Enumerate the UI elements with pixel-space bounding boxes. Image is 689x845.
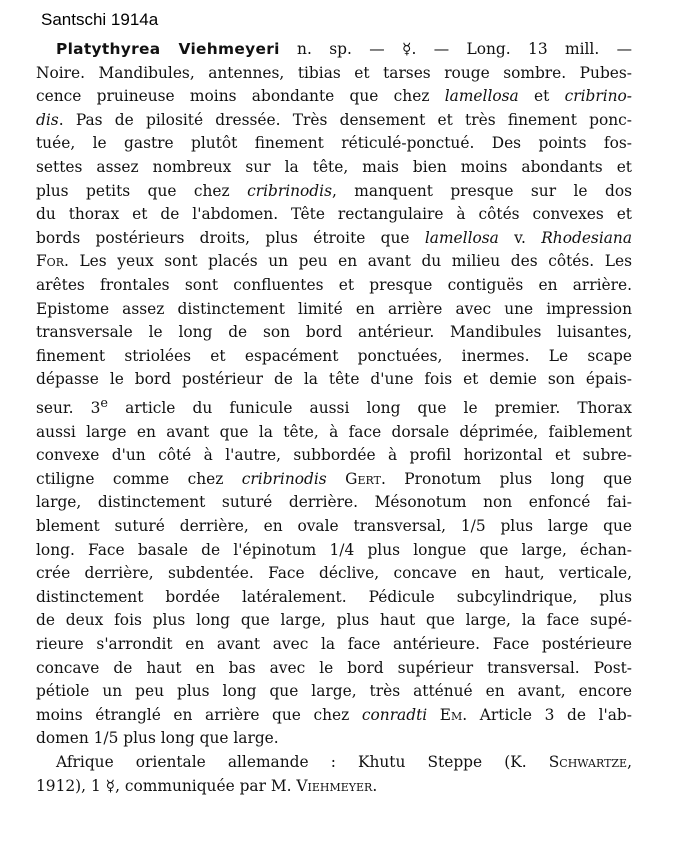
text-run: cence pruineuse moins abondante que chez [36, 87, 445, 106]
text-line [36, 38, 632, 62]
text-line [36, 109, 632, 133]
text-run: large, distinctement suturé derrière. Mésonotum non enfoncé fai- [36, 493, 632, 512]
text-line [36, 203, 632, 227]
author-name: Em [439, 705, 463, 724]
text-run: tuée, le gastre plutôt finement réticulé-ponctué. Des points fos- [36, 134, 632, 153]
text-line [36, 345, 632, 369]
species-description-text [36, 38, 632, 798]
text-run: concave de haut en bas avec le bord supérieur transversal. Post- [36, 658, 632, 677]
text-line [36, 657, 632, 681]
text-run: article du funicule aussi long que le premier. Thorax [108, 399, 632, 418]
text-run: dépasse le bord postérieur de la tête d'une fois et demie son épais- [36, 370, 632, 389]
text-run: transversale le long de son bord antérieur. Mandibules luisantes, [36, 323, 632, 342]
text-run: settes assez nombreux sur la tête, mais bien moins abondants et [36, 157, 632, 176]
text-line [36, 539, 632, 563]
text-run: long. Face basale de l'épinotum 1/4 plus longue que large, échan- [36, 540, 632, 559]
text-line [36, 227, 632, 251]
text-line [36, 180, 632, 204]
citation-label: Santschi 1914a [41, 10, 159, 29]
text-line [36, 515, 632, 539]
text-run: Noire. Mandibules, antennes, tibias et tarses rouge sombre. Pubes- [36, 63, 632, 82]
text-line [36, 368, 632, 392]
text-run [327, 470, 345, 488]
text-line [36, 704, 632, 728]
text-run: arêtes frontales sont confluentes et presque contiguës en arrière. [36, 275, 632, 294]
text-run [427, 706, 440, 724]
text-run: cribrinodis [241, 469, 327, 488]
text-line [36, 392, 632, 421]
text-run: seur. 3 [36, 399, 101, 418]
text-line [36, 562, 632, 586]
text-run: Rhodesiana [541, 228, 633, 247]
text-line [36, 132, 632, 156]
text-run: crée derrière, subdentée. Face déclive, concave en haut, verticale, [36, 564, 632, 583]
text-run: . Article 3 de l'ab- [462, 705, 632, 724]
text-run: , manquent presque sur le dos [331, 181, 632, 200]
text-run: distinctement bordée latéralement. Pédicule subcylindrique, plus [36, 587, 632, 606]
text-run: lamellosa [424, 228, 499, 247]
text-line [36, 444, 632, 468]
text-run: blement suturé derrière, en ovale transversal, 1/5 plus large que [36, 517, 632, 535]
text-run: cribrino- [564, 87, 633, 106]
text-line [36, 321, 632, 345]
text-run: convexe d'un côté à l'autre, subbordée à profil horizontal et subre- [36, 446, 632, 465]
text-run: plus petits que chez [36, 181, 248, 200]
text-line [36, 250, 632, 274]
text-line [36, 680, 632, 704]
text-run: . Pas de pilosité dressée. Très densement et très finement ponc- [58, 110, 632, 129]
text-run: rieure s'arrondit en avant avec la face antérieure. Face postérieure [36, 634, 632, 653]
text-run: Afrique orientale allemande : Khutu Steppe (K. [56, 752, 549, 771]
text-run: bords postérieurs droits, plus étroite que [36, 228, 425, 247]
text-run: dis [36, 110, 59, 129]
text-line [36, 609, 632, 633]
species-name: Platythyrea Viehmeyeri [56, 40, 280, 58]
text-line [36, 62, 632, 86]
text-line [36, 421, 632, 445]
text-run: 1912), 1 ☿, communiquée par M. [36, 776, 297, 795]
text-run: v. [498, 228, 542, 247]
text-run: pétiole un peu plus long que large, très atténué en avant, encore [36, 682, 632, 701]
description-paragraph [36, 38, 632, 751]
text-line [36, 491, 632, 515]
text-line [36, 85, 632, 109]
text-run: . Pronotum plus long que [380, 469, 632, 488]
text-run: moins étranglé en arrière que chez [36, 705, 362, 724]
text-line [36, 298, 632, 322]
author-name: Schwartze [548, 752, 628, 771]
text-line [36, 274, 632, 298]
text-run: ctiligne comme chez [36, 469, 242, 488]
author-name: For [36, 252, 64, 271]
text-run: e [100, 395, 108, 411]
text-run: . [372, 776, 378, 795]
author-name: Viehmeyer [296, 776, 373, 795]
author-name: Gert [345, 469, 381, 488]
text-run: du thorax et de l'abdomen. Tête rectangulaire à côtés convexes et [36, 205, 632, 224]
text-line [36, 468, 632, 492]
text-run: domen 1/5 plus long que large. [36, 729, 279, 748]
text-line [36, 775, 632, 799]
text-run: aussi large en avant que la tête, à face dorsale déprimée, faiblement [36, 422, 632, 441]
text-run: finement striolées et espacément ponctuées, inermes. Le scape [36, 346, 632, 365]
text-run: . Les yeux sont placés un peu en avant du milieu des côtés. Les [63, 252, 632, 271]
locality-paragraph [36, 751, 632, 798]
text-run: n. sp. — ☿. — Long. 13 mill. — [279, 40, 633, 58]
text-run: et [518, 87, 565, 106]
text-run: lamellosa [444, 87, 519, 106]
text-line [36, 633, 632, 657]
text-run: de deux fois plus long que large, plus haut que large, la face supé- [36, 611, 632, 630]
text-run: Epistome assez distinctement limité en arrière avec une impression [36, 299, 632, 318]
text-run: conradti [361, 705, 428, 724]
text-line [36, 751, 632, 775]
text-line [36, 727, 632, 751]
text-line [36, 156, 632, 180]
text-run: , [627, 752, 632, 771]
text-line [36, 586, 632, 610]
text-run: cribrinodis [247, 181, 332, 200]
